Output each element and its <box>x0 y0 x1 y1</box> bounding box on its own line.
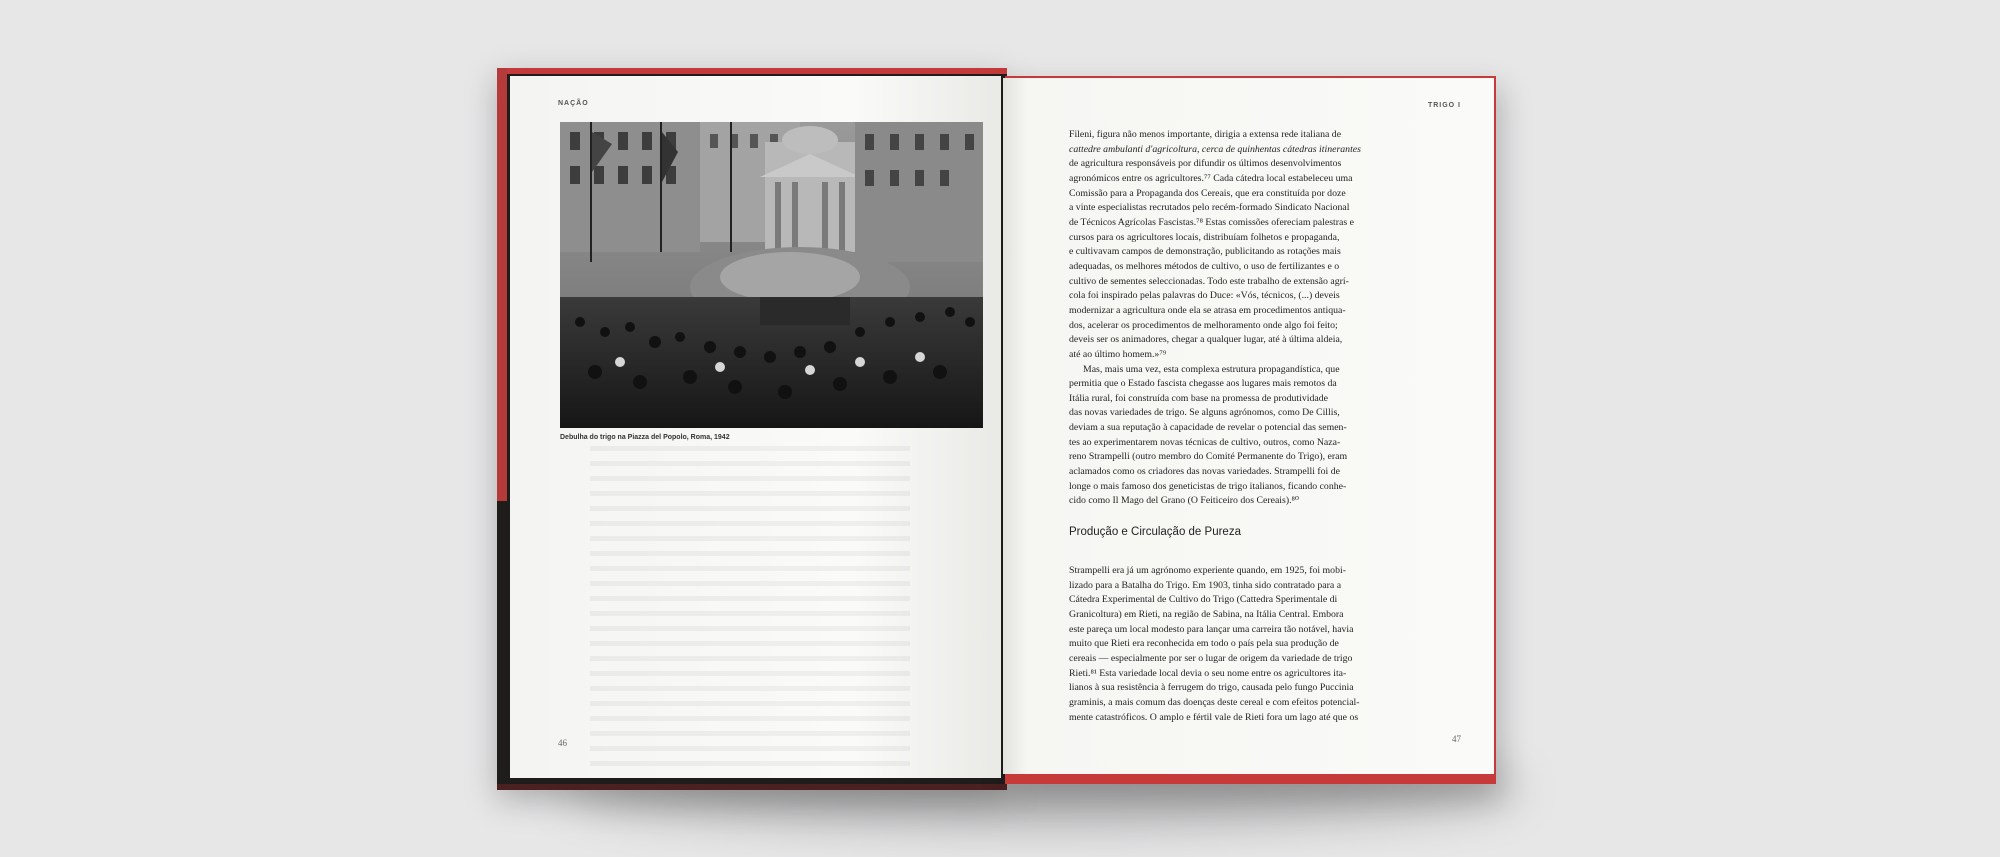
text-line: longe o mais famoso dos geneticistas de trigo italianos, ficando conhe- <box>1069 480 1347 492</box>
text-line: Cátedra Experimental de Cultivo do Trigo (Cattedra Sperimentale di <box>1069 594 1338 606</box>
text-line: lianos à sua resistência à ferrugem do trigo, causada pelo fungo Puccinia <box>1069 682 1354 694</box>
right-page-number: 47 <box>1452 734 1461 744</box>
text-line: cultivo de sementes seleccionadas. Todo este trabalho de extensão agrí- <box>1069 275 1349 287</box>
text-line: até ao último homem.»⁷⁹ <box>1069 348 1167 360</box>
text-line: de agricultura responsáveis por difundir os últimos desenvolvimentos <box>1069 158 1342 170</box>
text-line: Strampelli era já um agrónomo experiente quando, em 1925, foi mobi- <box>1069 565 1346 576</box>
text-line: cereais — especialmente por ser o lugar de origem da variedade de trigo <box>1069 652 1353 664</box>
text-line: Mas, mais uma vez, esta complexa estrutura propagandística, que <box>1083 363 1340 375</box>
text-line: aclamados como os criadores das novas variedades. Strampelli foi de <box>1069 466 1340 478</box>
text-line: cola foi inspirado pelas palavras do Duce: «Vós, técnicos, (...) deveis <box>1069 290 1340 302</box>
text-line: das novas variedades de trigo. Se alguns agrónomos, como De Cillis, <box>1069 407 1340 419</box>
text-line: Itália rural, foi construída com base na promessa de produtividade <box>1069 392 1328 404</box>
body-text-top <box>1069 128 1392 509</box>
cover-edge-bottom <box>497 784 1007 790</box>
text-line: Granicoltura) em Rieti, na região de Sabina, na Itália Central. Embora <box>1069 608 1344 620</box>
text-line: Comissão para a Propaganda dos Cereais, que era constituída por doze <box>1069 187 1346 199</box>
text-line: Rieti.⁸¹ Esta variedade local devia o seu nome entre os agricultores ita- <box>1069 667 1347 679</box>
photo-illustration <box>560 122 983 428</box>
text-line: deveis ser os animadores, chegar a qualquer lugar, até à última aldeia, <box>1069 334 1343 346</box>
cover-edge-left <box>497 68 507 501</box>
text-line: graminis, a mais comum das doenças deste cereal e com efeitos potencial- <box>1069 696 1360 708</box>
section-heading: Produção e Circulação de Pureza <box>1069 526 1241 538</box>
text-line: modernizar a agricultura onde ela se atrasa em procedimentos antiqua- <box>1069 304 1346 316</box>
text-line: dos, acelerar os procedimentos de melhoramento onde algo foi feito; <box>1069 319 1338 331</box>
text-line: mente catastróficos. O amplo e fértil vale de Rieti fora um lago até que os <box>1069 711 1359 723</box>
text-line: a vinte especialistas recrutados pelo recém-formado Sindicato Nacional <box>1069 202 1350 214</box>
text-line: lizado para a Batalha do Trigo. Em 1903, tinha sido contratado para a <box>1069 579 1342 591</box>
cover-edge-top <box>497 68 1007 74</box>
text-line: agronómicos entre os agricultores.⁷⁷ Cada cátedra local estabeleceu uma <box>1069 172 1353 184</box>
right-page <box>1003 78 1494 774</box>
text-line: tes ao experimentarem novas técnicas de cultivo, outros, como Naza- <box>1069 436 1341 448</box>
text-line: este pareça um local modesto para lançar uma carreira tão notável, havia <box>1069 623 1354 635</box>
photo-caption: Debulha do trigo na Piazza del Popolo, Roma, 1942 <box>560 434 730 441</box>
text-line: cattedre ambulanti d'agricoltura, cerca de quinhentas cátedras itinerantes <box>1069 143 1361 155</box>
text-line: permitia que o Estado fascista chegasse aos lugares mais remotos da <box>1069 378 1337 390</box>
text-line: adequadas, os melhores métodos de cultivo, o uso de fertilizantes e o <box>1069 260 1340 272</box>
body-text-bottom <box>1069 564 1392 725</box>
text-line: cido como Il Mago del Grano (O Feiticeiro dos Cereais).⁸⁰ <box>1069 495 1299 507</box>
left-page <box>510 76 1001 778</box>
historical-photo <box>560 122 983 428</box>
text-line: cursos para os agricultores locais, distribuíam folhetos e propaganda, <box>1069 231 1340 243</box>
show-through-text <box>590 446 910 766</box>
text-line: Fileni, figura não menos importante, dirigia a extensa rede italiana de <box>1069 129 1342 140</box>
text-line: e cultivavam campos de demonstração, publicitando as rotações mais <box>1069 246 1341 258</box>
left-page-number: 46 <box>558 738 567 748</box>
text-line: reno Strampelli (outro membro do Comité Permanente do Trigo), eram <box>1069 451 1348 463</box>
text-line: muito que Rieti era reconhecida em todo o país pela sua produção de <box>1069 638 1339 650</box>
text-line: deviam a sua reputação à capacidade de revelar o potencial das semen- <box>1069 422 1347 434</box>
left-running-head: NAÇÃO <box>558 100 589 107</box>
right-running-head: TRIGO I <box>1427 102 1461 109</box>
text-line: de Técnicos Agrícolas Fascistas.⁷⁸ Estas comissões ofereciam palestras e <box>1069 216 1354 228</box>
